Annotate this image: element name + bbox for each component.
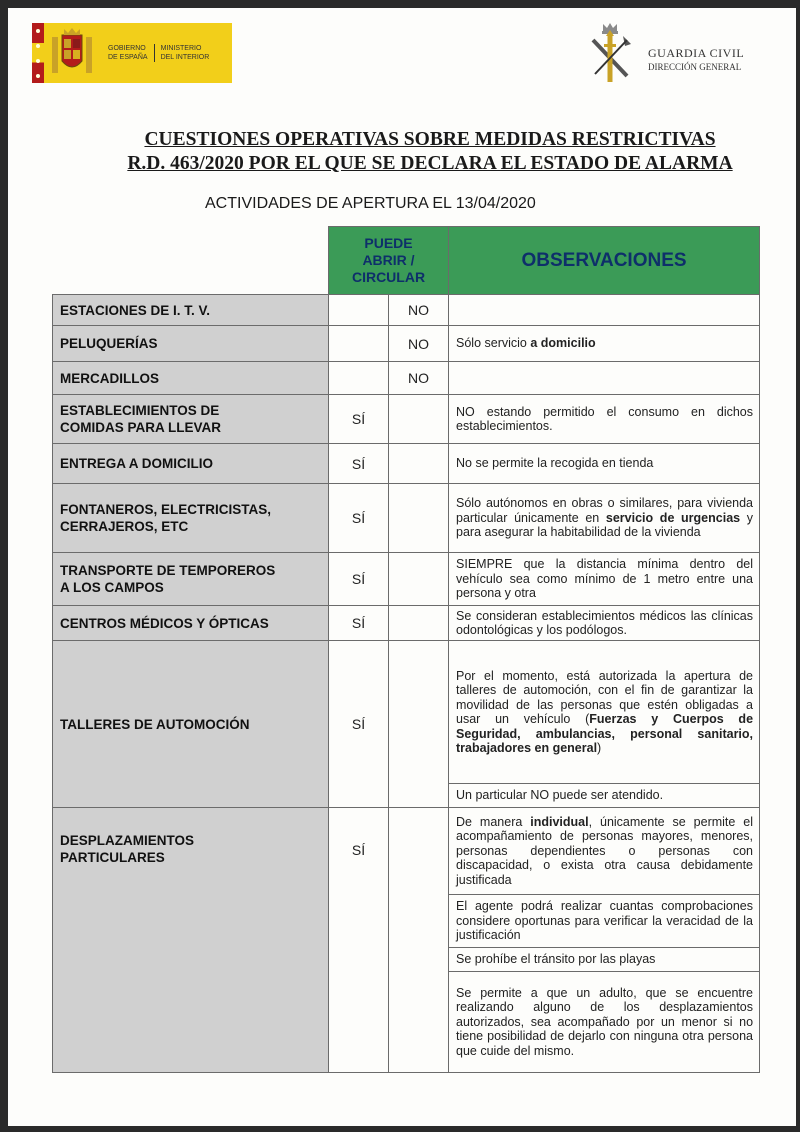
activity-label [53,484,329,553]
no-cell [389,606,449,641]
si-cell [329,295,389,326]
puede-abrir-header [329,227,449,295]
table-row [53,553,760,606]
table-row [53,362,760,395]
activity-label: TALLERES DE AUTOMOCIÓN [53,641,329,808]
title-line2: R.D. 463/2020 POR EL QUE SE DECLARA EL ESTADO DE ALARMA [127,153,733,174]
observation-cell [449,295,760,326]
activity-label: CENTROS MÉDICOS Y ÓPTICAS [53,606,329,641]
ministerio-line2: DEL INTERIOR [160,54,210,61]
si-cell: SÍ [329,395,389,444]
gobierno-line2: DE ESPAÑA [108,54,148,61]
puede-line1: PUEDE [364,235,413,251]
activity-label: MERCADILLOS [53,362,329,395]
activity-label-line1: ESTABLECIMIENTOS DE [60,403,220,418]
activity-label-line2: PARTICULARES [60,850,165,865]
document-title [90,128,770,176]
no-cell [389,444,449,484]
activity-label-line2: COMIDAS PARA LLEVAR [60,420,221,435]
no-cell: NO [389,295,449,326]
observation-cell [449,484,760,553]
si-cell: SÍ [329,606,389,641]
obs-text: y para asegurar la habitabilidad de la vivienda [456,510,754,540]
no-cell: NO [389,326,449,362]
si-cell: SÍ [329,484,389,553]
ministerio-line1: MINISTERIO [160,45,202,52]
table-row [53,444,760,484]
activity-label [53,808,329,1073]
observation-cell: Se consideran establecimientos médicos las clínicas odontológicas y los podólogos. [449,606,760,641]
puede-line2: ABRIR / [362,252,415,268]
observation-cell [449,641,760,784]
obs-text: , únicamente se permite el acompañamiento de personas mayores, menores, personas dependientes o personas con discapacidad, o exista otra causa debidamente justificada [456,814,754,887]
activity-label-line2: CERRAJEROS, ETC [60,519,189,534]
observation-cell: No se permite la recogida en tienda [449,444,760,484]
document-subtitle: ACTIVIDADES DE APERTURA EL 13/04/2020 [205,195,536,212]
obs-bold-text: servicio de urgencias [605,510,741,525]
obs-bold-text: individual [530,814,589,829]
no-cell [389,808,449,1073]
no-cell [389,553,449,606]
no-cell [389,395,449,444]
observation-cell [449,808,760,895]
gc-line1: GUARDIA CIVIL [648,46,745,60]
gc-line2: DIRECCIÓN GENERAL [648,62,742,72]
no-cell: NO [389,362,449,395]
title-line1: CUESTIONES OPERATIVAS SOBRE MEDIDAS RESTRICTIVAS [144,129,716,150]
obs-text: Sólo servicio [456,336,531,351]
guardia-civil-text [648,46,744,72]
table-row [53,606,760,641]
observation-cell: Se permite a que un adulto, que se encuentre realizando alguno de los desplazamientos autorizados, sea acompañado por un menor si no tiene posibilidad de dejarlo con ninguna otra persona que cuide del mismo. [449,972,760,1073]
observation-cell [449,326,760,362]
activity-label: ESTACIONES DE I. T. V. [53,295,329,326]
table-row [53,326,760,362]
observation-cell: NO estando permitido el consumo en dichos establecimientos. [449,395,760,444]
activity-label: ENTREGA A DOMICILIO [53,444,329,484]
observation-cell: El agente podrá realizar cuantas comprobaciones considere oportunas para verificar la veracidad de la justificación [449,895,760,948]
obs-text: De manera [456,814,531,829]
obs-bold-text: Fuerzas y Cuerpos de Seguridad, ambulancias, personal sanitario, trabajadores en general [456,712,754,755]
si-cell: SÍ [329,444,389,484]
activity-label-line1: DESPLAZAMIENTOS [60,833,195,848]
table-header-row [53,227,760,295]
header-blank [53,227,329,295]
activity-label-line2: A LOS CAMPOS [60,580,164,595]
gobierno-text [102,44,215,62]
activity-label: PELUQUERÍAS [53,326,329,362]
table-row [53,641,760,784]
obs-text: ) [597,741,602,755]
activity-label [53,553,329,606]
no-cell [389,641,449,808]
si-cell: SÍ [329,808,389,1073]
si-cell [329,326,389,362]
activities-table [52,226,760,1073]
observation-cell [449,362,760,395]
activity-label-line1: FONTANEROS, ELECTRICISTAS, [60,502,272,517]
obs-text: Por el momento, está autorizada la apertura de talleres de automoción, con el fin de garantizar la movilidad de las personas que estén obligadas a usar un vehículo ( [456,668,754,726]
table-row [53,295,760,326]
gobierno-line1: GOBIERNO [108,45,146,52]
observation-cell: Se prohíbe el tránsito por las playas [449,948,760,972]
table-row [53,395,760,444]
obs-bold-text: a domicilio [530,336,596,351]
gobierno-logo [32,23,232,83]
guardia-civil-emblem-icon [585,22,635,84]
puede-line3: CIRCULAR [351,269,426,285]
observation-cell: Un particular NO puede ser atendido. [449,784,760,808]
coat-of-arms-icon [50,27,94,79]
observaciones-header: OBSERVACIONES [449,227,760,295]
si-cell [329,362,389,395]
activity-label [53,395,329,444]
si-cell: SÍ [329,553,389,606]
activity-label-line1: TRANSPORTE DE TEMPOREROS [60,563,276,578]
table-row [53,484,760,553]
eu-flag-strip [32,23,44,83]
observation-cell: SIEMPRE que la distancia mínima dentro del vehículo sea como mínimo de 1 metro entre una persona y otra [449,553,760,606]
obs-text: Sólo autónomos en obras o similares, para vivienda particular únicamente en [456,496,754,525]
no-cell [389,484,449,553]
table-row [53,808,760,895]
si-cell: SÍ [329,641,389,808]
